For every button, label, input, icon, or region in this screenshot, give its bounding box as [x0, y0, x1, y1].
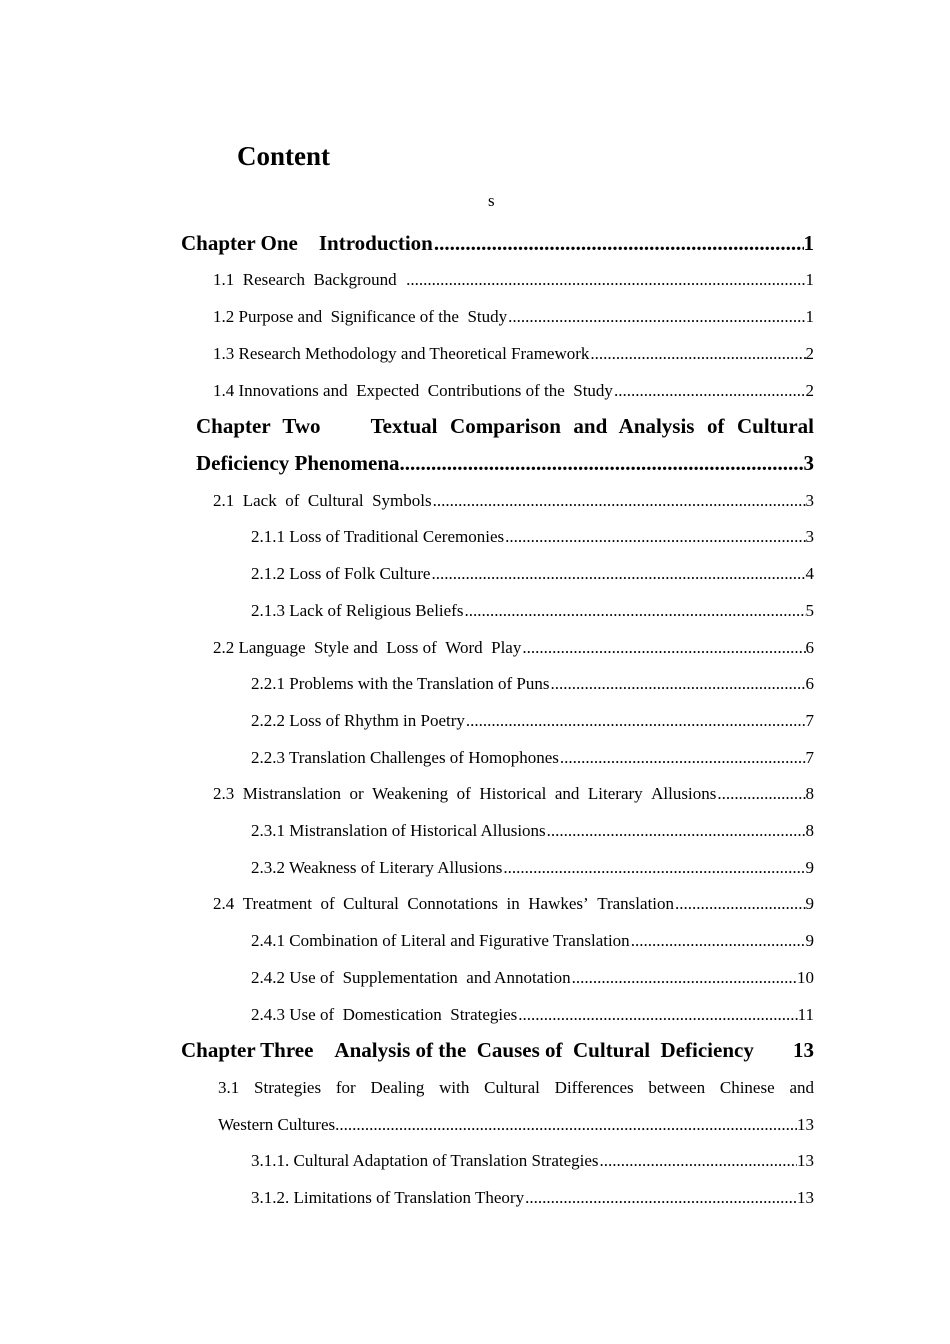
dot-leader — [466, 709, 806, 733]
toc-entry-label-continued: Western Cultures — [218, 1115, 336, 1134]
toc-entry-chapter-two[interactable] — [196, 412, 814, 477]
toc-entry-chapter-three[interactable] — [181, 1036, 814, 1064]
toc-page-number: 9 — [805, 894, 814, 913]
toc-entry-2-4-3[interactable] — [251, 1003, 814, 1027]
dot-leader — [572, 966, 797, 990]
toc-entry-label: 2.2.2 Loss of Rhythm in Poetry — [251, 711, 465, 730]
toc-entry-label: 2.4.2 Use of Supplementation and Annotation — [251, 968, 571, 987]
dot-leader — [525, 1186, 797, 1210]
dot-leader — [631, 929, 806, 953]
dot-leader — [503, 856, 805, 880]
toc-page-number: 3 — [803, 451, 814, 475]
toc-entry-label: 2.3.2 Weakness of Literary Allusions — [251, 858, 503, 877]
toc-page-number: 5 — [805, 601, 814, 620]
toc-page-number: 4 — [805, 564, 814, 583]
toc-page-number: 3 — [805, 491, 814, 510]
toc-entry-2-4-2[interactable] — [251, 966, 814, 990]
dot-leader — [508, 305, 805, 329]
toc-page-number: 1 — [803, 231, 814, 255]
toc-page-number: 8 — [805, 784, 814, 803]
dot-leader — [560, 746, 806, 770]
toc-page-number: 13 — [797, 1115, 814, 1134]
toc-entry-2-1-2[interactable] — [251, 562, 814, 586]
toc-entry-label: Chapter Three Analysis of the Causes of Cultural Deficiency — [181, 1038, 754, 1062]
toc-entry-label-continued: Deficiency Phenomena — [196, 451, 400, 475]
toc-entry-2-1-1[interactable] — [251, 525, 814, 549]
toc-entry-label: 2.4.3 Use of Domestication Strategies — [251, 1005, 518, 1024]
toc-entry-3-1-2[interactable] — [251, 1186, 814, 1210]
dot-leader — [335, 1113, 797, 1137]
toc-entry-label: 2.2 Language Style and Loss of Word Play — [213, 638, 522, 657]
toc-entry-label: 2.1.1 Loss of Traditional Ceremonies — [251, 527, 505, 546]
toc-entry-label: 1.1 Research Background — [213, 270, 406, 289]
dot-leader — [464, 599, 805, 623]
toc-entry-2-1-3[interactable] — [251, 599, 814, 623]
toc-entry-2-2-2[interactable] — [251, 709, 814, 733]
toc-entry-label: Chapter Two Textual Comparison and Analysis of Cultural — [196, 414, 814, 438]
toc-entry-label: 1.4 Innovations and Expected Contributions of the Study — [213, 381, 613, 400]
toc-entry-2-2[interactable] — [213, 636, 814, 660]
toc-entry-label: 2.1.3 Lack of Religious Beliefs — [251, 601, 464, 620]
toc-entry-2-3-1[interactable] — [251, 819, 814, 843]
toc-entry-label: 1.2 Purpose and Significance of the Study — [213, 307, 508, 326]
dot-leader — [431, 562, 805, 586]
toc-entry-2-3[interactable] — [213, 782, 814, 806]
toc-entry-label: 2.3 Mistranslation or Weakening of Historical and Literary Allusions — [213, 784, 717, 803]
toc-entry-label: 2.1.2 Loss of Folk Culture — [251, 564, 431, 583]
dot-leader — [406, 268, 805, 292]
dot-leader — [590, 342, 805, 366]
toc-entry-continuation — [218, 1113, 814, 1137]
dot-leader — [518, 1003, 797, 1027]
toc-entry-label: 3.1.2. Limitations of Translation Theory — [251, 1188, 525, 1207]
toc-page-number: 6 — [805, 638, 814, 657]
toc-page-number: 1 — [805, 270, 814, 289]
toc-entry-2-4-1[interactable] — [251, 929, 814, 953]
dot-leader — [400, 449, 804, 477]
toc-entry-2-2-3[interactable] — [251, 746, 814, 770]
dot-leader — [505, 525, 805, 549]
dot-leader — [433, 489, 806, 513]
toc-entry-label: 2.3.1 Mistranslation of Historical Allusions — [251, 821, 546, 840]
toc-entry-2-4[interactable] — [213, 892, 814, 916]
toc-page-number: 13 — [793, 1038, 814, 1062]
toc-page-number: 2 — [805, 381, 814, 400]
toc-entry-label: 2.4.1 Combination of Literal and Figurative Translation — [251, 931, 630, 950]
toc-entry-3-1-1[interactable] — [251, 1149, 814, 1173]
toc-entry-chapter-one[interactable] — [181, 229, 814, 257]
toc-page-number: 9 — [805, 931, 814, 950]
toc-entry-label: 1.3 Research Methodology and Theoretical Framework — [213, 344, 590, 363]
toc-entry-label: 2.4 Treatment of Cultural Connotations in Hawkes’ Translation — [213, 894, 675, 913]
dot-leader — [434, 229, 804, 257]
toc-page-number: 8 — [805, 821, 814, 840]
toc-page-number: 13 — [797, 1188, 814, 1207]
dot-leader — [550, 672, 805, 696]
title-fragment: s — [488, 191, 495, 210]
toc-title: Content — [237, 141, 330, 171]
toc-entry-2-1[interactable] — [213, 489, 814, 513]
toc-page-number: 13 — [797, 1151, 814, 1170]
toc-entry-2-2-1[interactable] — [251, 672, 814, 696]
toc-page-number: 2 — [805, 344, 814, 363]
toc-page-number: 6 — [805, 674, 814, 693]
toc-page-number: 9 — [805, 858, 814, 877]
toc-entry-2-3-2[interactable] — [251, 856, 814, 880]
toc-page-number: 7 — [805, 711, 814, 730]
dot-leader — [717, 782, 805, 806]
toc-entry-1-2[interactable] — [213, 305, 814, 329]
dot-leader — [675, 892, 805, 916]
toc-entry-label: 3.1.1. Cultural Adaptation of Translation Strategies — [251, 1151, 599, 1170]
toc-entry-label: 2.1 Lack of Cultural Symbols — [213, 491, 432, 510]
dot-leader — [600, 1149, 797, 1173]
toc-entry-label: 3.1 Strategies for Dealing with Cultural Differences between Chinese and — [218, 1078, 814, 1097]
toc-page-number: 11 — [797, 1005, 814, 1024]
toc-entry-1-4[interactable] — [213, 379, 814, 403]
dot-leader — [522, 636, 805, 660]
toc-entry-label: Chapter One Introduction — [181, 231, 433, 255]
toc-entry-1-1[interactable] — [213, 268, 814, 292]
toc-entry-label: 2.2.3 Translation Challenges of Homophones — [251, 748, 559, 767]
dot-leader — [614, 379, 806, 403]
toc-entry-3-1[interactable] — [218, 1076, 814, 1137]
toc-page-number: 10 — [797, 968, 814, 987]
toc-page-number: 1 — [805, 307, 814, 326]
toc-entry-label: 2.2.1 Problems with the Translation of Puns — [251, 674, 550, 693]
toc-entry-1-3[interactable] — [213, 342, 814, 366]
dot-leader — [547, 819, 806, 843]
toc-page-number: 3 — [805, 527, 814, 546]
toc-page-number: 7 — [805, 748, 814, 767]
toc-entry-continuation — [196, 449, 814, 477]
